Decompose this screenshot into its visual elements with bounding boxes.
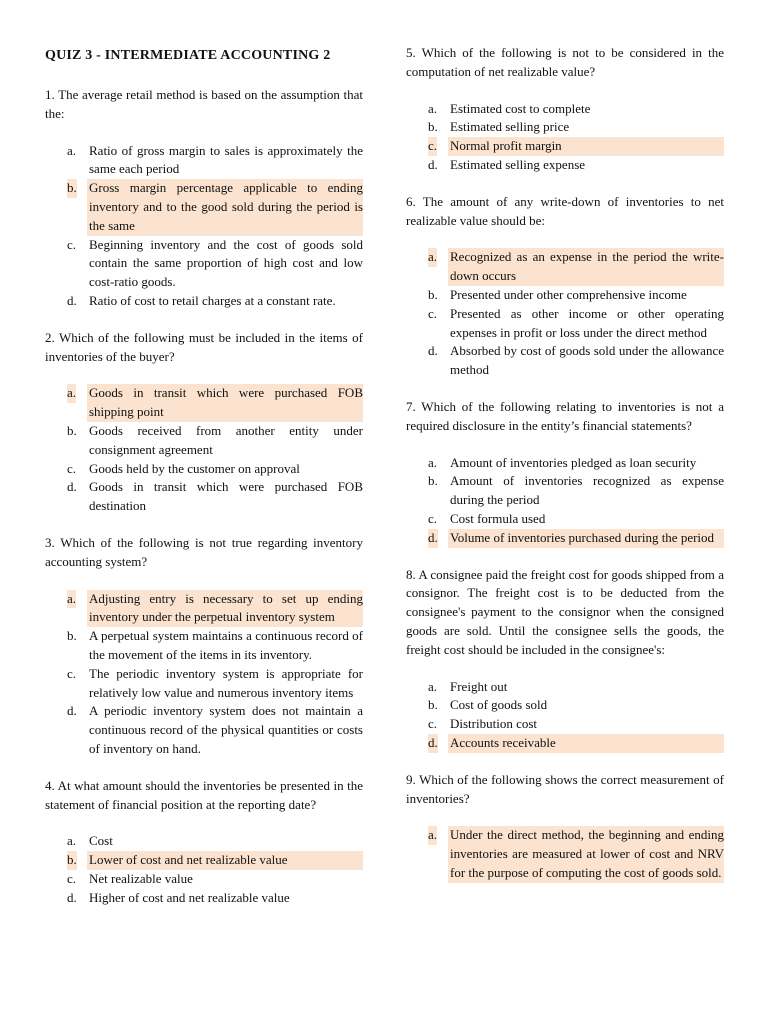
option-text: Ratio of cost to retail charges at a constant rate. bbox=[89, 292, 336, 308]
option-letter: b. bbox=[67, 179, 77, 198]
option-letter: b. bbox=[428, 119, 438, 135]
option-letter: b. bbox=[428, 286, 438, 302]
option-letter: c. bbox=[428, 716, 438, 732]
left-question-list bbox=[45, 86, 363, 907]
answer-option bbox=[406, 454, 724, 473]
option-text: Under the direct method, the beginning and ending inventories are measured at lower of cost and NRV for the purpose of computing the cost of goods sold. bbox=[448, 826, 724, 882]
option-letter: d. bbox=[67, 889, 77, 905]
option-text: Gross margin percentage applicable to ending inventory and to the good sold during the period is the same bbox=[87, 179, 363, 235]
answer-option bbox=[45, 478, 363, 516]
answer-option bbox=[45, 832, 363, 851]
answer-option-highlighted bbox=[406, 529, 724, 548]
answer-option bbox=[45, 292, 363, 311]
option-letter: d. bbox=[428, 529, 438, 548]
answer-option bbox=[45, 422, 363, 460]
answer-option bbox=[406, 118, 724, 137]
question bbox=[406, 771, 724, 883]
answer-option bbox=[406, 286, 724, 305]
option-letter: c. bbox=[428, 305, 438, 321]
option-letter: b. bbox=[67, 851, 77, 870]
option-letter: c. bbox=[428, 510, 438, 526]
option-text: A periodic inventory system does not maintain a continuous record of the physical quantities or costs of inventory on hand. bbox=[89, 703, 363, 756]
option-letter: b. bbox=[67, 422, 77, 438]
option-text: Goods received from another entity under consignment agreement bbox=[89, 422, 363, 457]
option-text: Cost formula used bbox=[450, 510, 546, 526]
question-text: 9. Which of the following shows the correct measurement of inventories? bbox=[406, 771, 724, 806]
answer-option bbox=[45, 889, 363, 908]
answer-option bbox=[406, 715, 724, 734]
option-letter: b. bbox=[67, 628, 77, 644]
option-letter: d. bbox=[428, 343, 438, 359]
option-text: Goods held by the customer on approval bbox=[89, 460, 300, 476]
option-text: Higher of cost and net realizable value bbox=[89, 889, 290, 905]
option-text: Freight out bbox=[450, 678, 508, 694]
option-letter: a. bbox=[67, 384, 76, 403]
answer-option bbox=[406, 696, 724, 715]
option-letter: d. bbox=[67, 703, 77, 719]
option-letter: c. bbox=[67, 665, 77, 681]
answer-option bbox=[406, 156, 724, 175]
answer-option-highlighted bbox=[406, 734, 724, 753]
option-list bbox=[406, 678, 724, 753]
option-letter: a. bbox=[428, 826, 437, 845]
question-text: 1. The average retail method is based on the assumption that the: bbox=[45, 87, 363, 121]
option-text: Presented as other income or other operating expenses in profit or loss under the direct method bbox=[450, 305, 724, 340]
answer-option bbox=[406, 100, 724, 119]
option-text: Absorbed by cost of goods sold under the allowance method bbox=[450, 343, 724, 378]
answer-option bbox=[45, 870, 363, 889]
option-letter: d. bbox=[428, 156, 438, 172]
option-text: A perpetual system maintains a continuous record of the movement of the items in its inventory. bbox=[89, 628, 363, 662]
option-text: Goods in transit which were purchased FOB shipping point bbox=[87, 384, 363, 422]
page-title: QUIZ 3 - INTERMEDIATE ACCOUNTING 2 bbox=[45, 48, 331, 63]
option-letter: c. bbox=[67, 460, 77, 476]
option-letter: d. bbox=[67, 292, 77, 308]
answer-option bbox=[45, 702, 363, 758]
question bbox=[406, 566, 724, 753]
answer-option bbox=[406, 678, 724, 697]
option-letter: b. bbox=[428, 473, 438, 489]
option-list bbox=[406, 826, 724, 882]
option-text: Beginning inventory and the cost of goods sold contain the same proportion of high cost and low cost-ratio goods. bbox=[89, 236, 363, 290]
option-letter: d. bbox=[67, 479, 77, 495]
question-text: 4. At what amount should the inventories be presented in the statement of financial position at the reporting date? bbox=[45, 777, 363, 812]
option-letter: d. bbox=[428, 734, 438, 753]
question-text: 3. Which of the following is not true regarding inventory accounting system? bbox=[45, 534, 363, 569]
option-text: Amount of inventories recognized as expense during the period bbox=[450, 473, 724, 508]
option-text: Estimated cost to complete bbox=[450, 100, 591, 116]
option-text: Recognized as an expense in the period the write-down occurs bbox=[448, 248, 724, 286]
answer-option bbox=[45, 142, 363, 180]
option-letter: a. bbox=[428, 248, 437, 267]
option-list bbox=[406, 100, 724, 175]
right-question-list bbox=[406, 44, 724, 883]
answer-option-highlighted bbox=[45, 384, 363, 422]
option-text: Estimated selling price bbox=[450, 119, 570, 135]
option-letter: a. bbox=[67, 590, 76, 609]
option-text: The periodic inventory system is appropriate for relatively low value and numerous inventory items bbox=[89, 665, 363, 700]
answer-option bbox=[406, 472, 724, 510]
option-text: Net realizable value bbox=[89, 870, 193, 886]
option-list bbox=[45, 384, 363, 516]
answer-option bbox=[45, 460, 363, 479]
option-letter: b. bbox=[428, 697, 438, 713]
question bbox=[45, 86, 363, 311]
option-letter: a. bbox=[428, 454, 438, 470]
question bbox=[406, 193, 724, 380]
option-letter: a. bbox=[67, 142, 77, 158]
option-text: Presented under other comprehensive income bbox=[450, 286, 687, 302]
option-text: Ratio of gross margin to sales is approximately the same each period bbox=[89, 142, 363, 177]
answer-option-highlighted bbox=[406, 248, 724, 286]
option-list bbox=[406, 454, 724, 548]
option-letter: a. bbox=[428, 678, 438, 694]
option-text: Volume of inventories purchased during the period bbox=[448, 529, 724, 548]
option-text: Normal profit margin bbox=[448, 137, 724, 156]
option-text: Accounts receivable bbox=[448, 734, 724, 753]
option-letter: c. bbox=[67, 236, 77, 252]
option-letter: a. bbox=[67, 833, 77, 849]
question bbox=[45, 534, 363, 759]
option-list bbox=[45, 590, 363, 759]
option-text: Cost bbox=[89, 833, 113, 849]
option-text: Lower of cost and net realizable value bbox=[87, 851, 363, 870]
question-text: 2. Which of the following must be included in the items of inventories of the buyer? bbox=[45, 329, 363, 364]
question-text: 8. A consignee paid the freight cost for goods shipped from a consignor. The freight cost is to be deducted from the consignee's payment to the consignor when the consigned goods are sold. Until the consignee sells the goods, the freight cost should be included in the consignee's: bbox=[406, 566, 724, 657]
option-text: Cost of goods sold bbox=[450, 697, 548, 713]
left-column bbox=[45, 44, 363, 925]
option-text: Goods in transit which were purchased FOB destination bbox=[89, 479, 363, 514]
question bbox=[406, 44, 724, 175]
option-list bbox=[45, 142, 363, 311]
answer-option bbox=[406, 342, 724, 380]
answer-option bbox=[406, 510, 724, 529]
answer-option-highlighted bbox=[406, 826, 724, 882]
option-letter: c. bbox=[428, 137, 437, 156]
option-letter: c. bbox=[67, 870, 77, 886]
question bbox=[406, 398, 724, 548]
option-text: Adjusting entry is necessary to set up ending inventory under the perpetual inventory system bbox=[87, 590, 363, 628]
question-text: 7. Which of the following relating to inventories is not a required disclosure in the entity’s financial statements? bbox=[406, 398, 724, 433]
answer-option bbox=[45, 627, 363, 665]
option-list bbox=[45, 832, 363, 907]
question bbox=[45, 777, 363, 908]
option-list bbox=[406, 248, 724, 380]
option-text: Amount of inventories pledged as loan security bbox=[450, 454, 697, 470]
option-letter: a. bbox=[428, 100, 438, 116]
question bbox=[45, 329, 363, 516]
answer-option-highlighted bbox=[406, 137, 724, 156]
option-text: Distribution cost bbox=[450, 716, 538, 732]
answer-option-highlighted bbox=[45, 851, 363, 870]
answer-option-highlighted bbox=[45, 590, 363, 628]
right-column bbox=[406, 44, 724, 901]
answer-option bbox=[45, 236, 363, 292]
answer-option bbox=[45, 665, 363, 703]
question-text: 6. The amount of any write-down of inventories to net realizable value should be: bbox=[406, 193, 724, 228]
question-text: 5. Which of the following is not to be considered in the computation of net realizable value? bbox=[406, 45, 724, 79]
answer-option-highlighted bbox=[45, 179, 363, 235]
answer-option bbox=[406, 305, 724, 343]
option-text: Estimated selling expense bbox=[450, 156, 586, 172]
